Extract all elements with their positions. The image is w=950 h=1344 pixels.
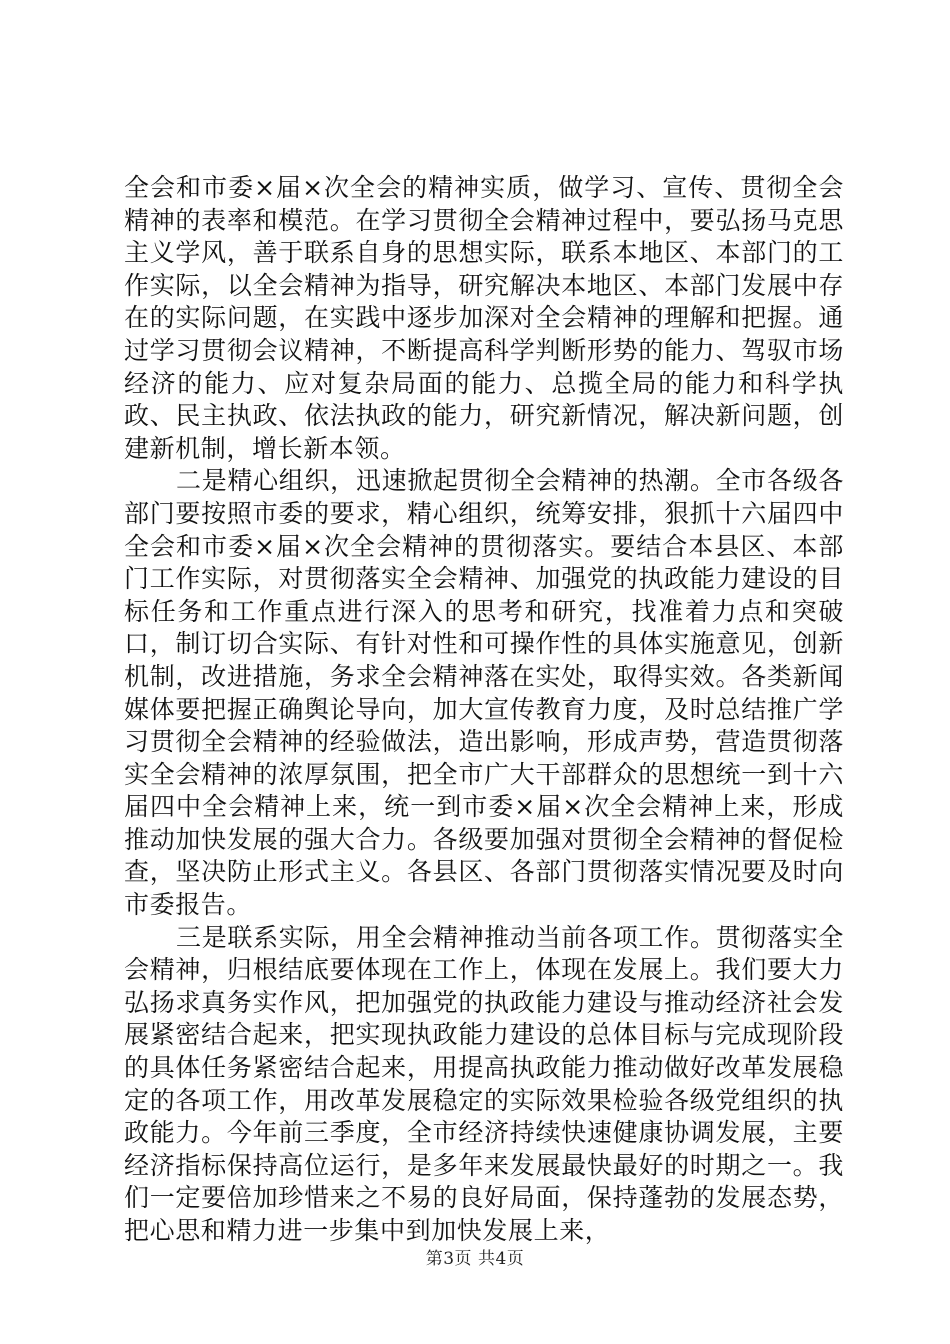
paragraph-1: 全会和市委×届×次全会的精神实质，做学习、宣传、贯彻全会精神的表率和模范。在学习贯彻全会精神过程中，要弘扬马克思主义学风，善于联系自身的思想实际，联系本地区、本部门的工作实际，以全会精神为指导，研究解决本地区、本部门发展中存在的实际问题，在实践中逐步加深对全会精神的理解和把握。通过学习贯彻会议精神，不断提高科学判断形势的能力、驾驭市场经济的能力、应对复杂局面的能力、总揽全局的能力和科学执政、民主执政、依法执政的能力，研究新情况，解决新问题，创建新机制，增长新本领。 <box>124 173 844 463</box>
page-number-footer: 第3页 共4页 <box>425 1249 525 1269</box>
paragraph-2: 二是精心组织，迅速掀起贯彻全会精神的热潮。全市各级各部门要按照市委的要求，精心组织，统筹安排，狠抓十六届四中全会和市委×届×次全会精神的贯彻落实。要结合本县区、本部门工作实际，对贯彻落实全会精神、加强党的执政能力建设的目标任务和工作重点进行深入的思考和研究，找准着力点和突破口，制订切合实际、有针对性和可操作性的具体实施意见，创新机制，改进措施，务求全会精神落在实处，取得实效。各类新闻媒体要把握正确舆论导向，加大宣传教育力度，及时总结推广学习贯彻全会精神的经验做法，造出影响，形成声势，营造贯彻落实全会精神的浓厚氛围，把全市广大干部群众的思想统一到十六届四中全会精神上来，统一到市委×届×次全会精神上来，形成推动加快发展的强大合力。各级要加强对贯彻全会精神的督促检查，坚决防止形式主义。各县区、各部门贯彻落实情况要及时向市委报告。 <box>124 466 844 920</box>
document-body <box>124 172 844 1248</box>
paragraph-3: 三是联系实际，用全会精神推动当前各项工作。贯彻落实全会精神，归根结底要体现在工作上，体现在发展上。我们要大力弘扬求真务实作风，把加强党的执政能力建设与推动经济社会发展紧密结合起来，把实现执政能力建设的总体目标与完成现阶段的具体任务紧密结合起来，用提高执政能力推动做好改革发展稳定的各项工作，用改革发展稳定的实际效果检验各级党组织的执政能力。今年前三季度，全市经济持续快速健康协调发展，主要经济指标保持高位运行，是多年来发展最快最好的时期之一。我们一定要倍加珍惜来之不易的良好局面，保持蓬勃的发展态势，把心思和精力进一步集中到加快发展上来， <box>124 922 844 1245</box>
